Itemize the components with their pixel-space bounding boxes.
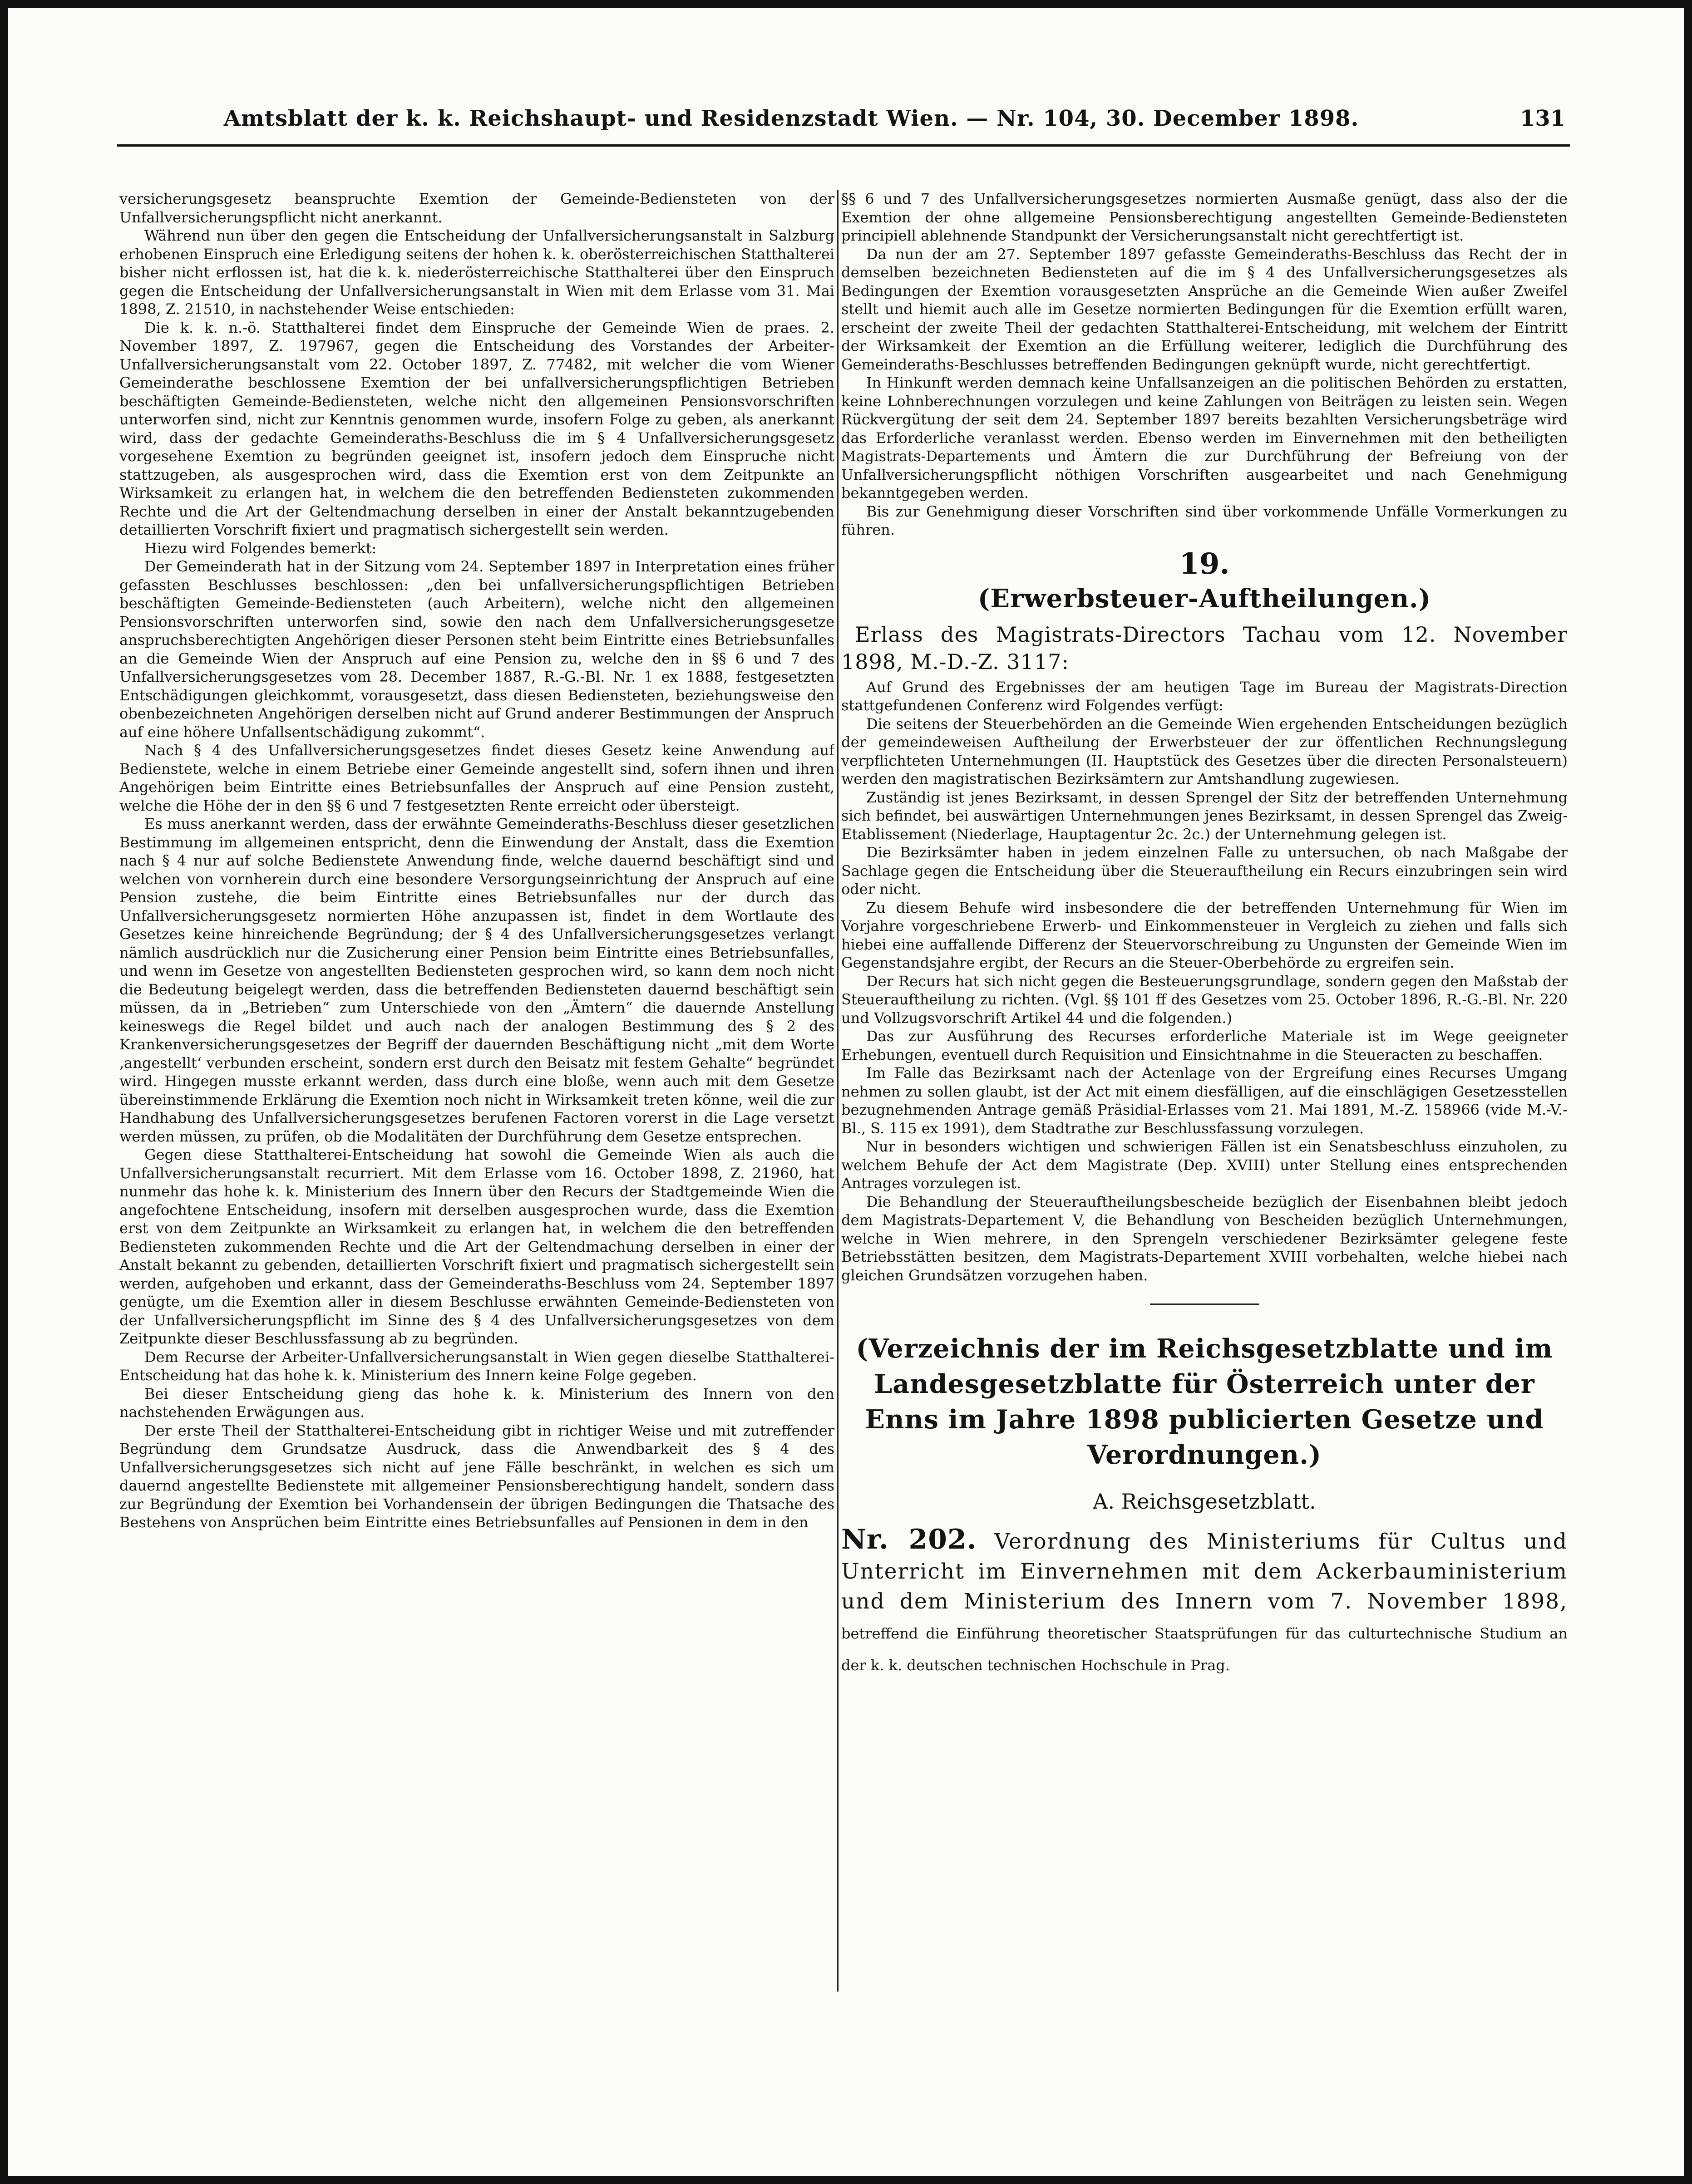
paragraph: Nach § 4 des Unfallversicherungsgesetzes findet dieses Gesetz keine Anwendung auf Bedienstete, welche in einem Betriebe einer Gemeinde angestellt sind, sofern ihnen und ihren Angehörigen beim Eintritte eines Betriebsunfalles der Anspruch auf eine Pension zusteht, welche die Höhe der in den §§ 6 und 7 festgesetzten Rente erreicht oder übersteigt. bbox=[119, 742, 834, 814]
paragraph: Während nun über den gegen die Entscheidung der Unfallversicherungsanstalt in Salzburg erhobenen Einspruch eine Erledigung seitens der hohen k. k. oberösterreichischen Statthalterei bisher nicht erflossen ist, hat die k. k. niederösterreichische Statthalterei über den Einspruch gegen die Entscheidung der Unfallversicherungsanstalt in Wien mit dem Erlasse vom 31. Mai 1898, Z. 21510, in nachstehender Weise entschieden: bbox=[119, 227, 834, 318]
subheading: A. Reichsgesetzblatt. bbox=[1093, 1489, 1316, 1514]
header-rule bbox=[117, 144, 1570, 147]
paragraph: Die seitens der Steuerbehörden an die Gemeinde Wien ergehenden Entscheidungen bezüglich der gemeindeweisen Auftheilung der Erwerbsteuer der zur öffentlichen Rechnungslegung verpflichteten Unternehmungen (II. Hauptstück des Gesetzes über die directen Personalsteuern) werden den magistratischen Bezirksämtern zur Amtshandlung zugewiesen. bbox=[841, 715, 1568, 787]
gazette-entry bbox=[841, 1525, 1568, 1680]
column-divider bbox=[837, 190, 839, 1992]
paragraph: Gegen diese Statthalterei-Entscheidung hat sowohl die Gemeinde Wien als auch die Unfallversicherungsanstalt recurriert. Mit dem Erlasse vom 16. October 1898, Z. 21960, hat nunmehr das hohe k. k. Ministerium des Innern über den Recurs der Stadtgemeinde Wien die angefochtene Entscheidung, insofern mit derselben ausgesprochen wurde, dass die Exemtion erst von dem Zeitpunkte an Wirksamkeit zu erlangen hat, in welchem die den betreffenden Bediensteten zukommenden Rechte und die Art der Geltendmachung derselben in einer der Anstalt bekannt zu gebenden, detaillierten Vorschrift fixiert und pragmatisch sichergestellt sein werden, aufgehoben und erkannt, dass der Gemeinderaths-Beschluss vom 24. September 1897 genügte, um die Exemtion aller in diesem Beschlusse erwähnten Gemeinde-Bediensteten von der Unfallversicherungspflicht im Sinne des § 4 des Unfallversicherungsgesetzes von dem Zeitpunkte dieser Beschlussfassung ab zu begründen. bbox=[119, 1146, 834, 1347]
paragraph: Hiezu wird Folgendes bemerkt: bbox=[144, 539, 377, 557]
page-header bbox=[122, 106, 1565, 147]
paragraph: Es muss anerkannt werden, dass der erwähnte Gemeinderaths-Beschluss dieser gesetzlichen Bestimmung im allgemeinen entspricht, denn die Einwendung der Anstalt, dass die Exemtion nach § 4 nur auf solche Bedienstete Anwendung finde, welche dauernd beschäftigt sind und welchen von vornherein durch eine besondere Versorgungseinrichtung der Anspruch auf eine Pension zustehe, die beim Eintritte eines Betriebsunfalles nur der durch das Unfallversicherungsgesetz normierten Höhe anzupassen ist, findet in dem Wortlaute des Gesetzes keine hinreichende Begründung; der § 4 des Unfallversicherungsgesetzes verlangt nämlich ausdrücklich nur die Zusicherung einer Pension beim Eintritte eines Betriebsunfalles, und wenn im Gesetze von angestellten Bediensteten gesprochen wird, so kann dem noch nicht die Bedeutung beigelegt werden, dass die betreffenden Bediensteten dauernd beschäftigt sein müssen, da in „Betrieben“ zum Unterschiede von den „Ämtern“ die dauernde Anstellung keineswegs die Regel bildet und auch nach der analogen Bestimmung des § 2 des Krankenversicherungsgesetzes der Begriff der dauernden Beschäftigung nicht „mit dem Worte ‚angestellt‘ verbunden erscheint, sondern erst durch den Beisatz mit festem Gehalte“ begründet wird. Hingegen musste erkannt werden, dass durch eine bloße, wenn auch mit dem Gesetze übereinstimmende Erklärung die Exemtion noch nicht in Wirksamkeit treten könne, weil die zur Handhabung des Unfallversicherungsgesetzes berufenen Factoren vorerst in die Lage versetzt werden müssen, zu prüfen, ob die Modalitäten der Durchführung dem Gesetze entsprechen. bbox=[119, 815, 834, 1145]
section-separator bbox=[1150, 1304, 1259, 1305]
paragraph: Nur in besonders wichtigen und schwierigen Fällen ist ein Senatsbeschluss einzuholen, zu welchem Behufe der Act dem Magistrate (Dep. XVIII) unter Stellung eines entsprechenden Antrages vorzulegen ist. bbox=[841, 1138, 1568, 1192]
paragraph: Die Behandlung der Steuerauftheilungsbescheide bezüglich der Eisenbahnen bleibt jedoch dem Magistrats-Departement V, die Behandlung von Bescheiden bezüglich Unternehmungen, welche in Wien mehrere, in den Sprengeln verschiedener Bezirksämter gelegene feste Betriebsstätten besitzen, dem Magistrats-Departement XVIII vorbehalten, welche hiebei nach gleichen Grundsätzen vorzugehen haben. bbox=[841, 1193, 1568, 1284]
paragraph: Da nun der am 27. September 1897 gefasste Gemeinderaths-Beschluss das Recht der in demselben bezeichneten Bediensteten auf die im § 4 des Unfallversicherungsgesetzes als Bedingungen der Exemtion vorausgesetzten Ansprüche an die Gemeinde Wien außer Zweifel stellt und hiemit auch alle im Gesetze normierten Bedingungen für die Exemtion erfüllt waren, erscheint der zweite Theil der gedachten Statthalterei-Entscheidung, mit welchem der Eintritt der Wirksamkeit der Exemtion an die Erfüllung weiterer, lediglich die Durchführung des Gemeinderaths-Beschlusses betreffenden Bedingungen geknüpft wurde, nicht gerechtfertigt. bbox=[841, 245, 1568, 373]
paragraph: §§ 6 und 7 des Unfallversicherungsgesetzes normierten Ausmaße genügt, dass also der die Exemtion der ohne allgemeine Pensionsberechtigung angestellten Gemeinde-Bediensteten principiell ablehnende Standpunkt der Versicherungsanstalt nicht gerechtfertigt ist. bbox=[841, 190, 1568, 244]
paragraph: Zuständig ist jenes Bezirksamt, in dessen Sprengel der Sitz der betreffenden Unternehmung sich befindet, bei auswärtigen Unternehmungen jenes Bezirksamt, in dessen Sprengel das Zweig-Etablissement (Niederlage, Hauptagentur 2c. 2c.) der Unternehmung gelegen ist. bbox=[841, 788, 1568, 843]
paragraph: Bei dieser Entscheidung gieng das hohe k. k. Ministerium des Innern von den nachstehenden Erwägungen aus. bbox=[119, 1385, 834, 1421]
paragraph: Im Falle das Bezirksamt nach der Actenlage von der Ergreifung eines Recurses Umgang nehmen zu sollen glaubt, ist der Act mit einem diesfälligen, auf die einschlägigen Gesetzesstellen bezugnehmenden Antrage gemäß Präsidial-Erlasses vom 21. Mai 1891, M.-Z. 158966 (vide M.-V.-Bl., S. 115 ex 1991), dem Stadtrathe zur Beschlussfassung vorzulegen. bbox=[841, 1064, 1568, 1137]
entry-number: Nr. 202. bbox=[841, 1524, 977, 1555]
paragraph: Die Bezirksämter haben in jedem einzelnen Falle zu untersuchen, ob nach Maßgabe der Sachlage gegen die Entscheidung über die Steuerauftheilung ein Recurs einzubringen sein wird oder nicht. bbox=[841, 844, 1568, 898]
paragraph: Der Gemeinderath hat in der Sitzung vom 24. September 1897 in Interpretation eines früher gefassten Beschlusses beschlossen: „den bei unfallversicherungspflichtigen Betrieben beschäftigten Gemeinde-Bediensteten (auch Arbeitern), welche nicht den allgemeinen Pensionsvorschriften unterworfen sind, sowie den nach dem Unfallversicherungsgesetze anspruchsberechtigten Angehörigen dieser Personen steht beim Eintritte eines Betriebsunfalles an die Gemeinde Wien der Anspruch auf eine Pension zu, welche den in §§ 6 und 7 des Unfallversicherungsgesetzes vom 28. December 1887, R.-G.-Bl. Nr. 1 ex 1888, festgesetzten Entschädigungen gleichkommt, vorausgesetzt, dass diesen Bediensteten, beziehungsweise den obenbezeichneten Angehörigen derselben nicht auf Grund anderer Bestimmungen der Anspruch auf eine höhere Unfallsentschädigung zukommt“. bbox=[119, 558, 834, 741]
entry-text: Verordnung des Ministeriums für Cultus und Unterricht im Einvernehmen mit dem Ackerbauministerium und dem Ministerium des Innern vom 7. November 1898, bbox=[841, 1529, 1568, 1614]
paragraph: Dem Recurse der Arbeiter-Unfallversicherungsanstalt in Wien gegen dieselbe Statthalterei-Entscheidung hat das hohe k. k. Ministerium des Innern keine Folge gegeben. bbox=[119, 1348, 834, 1384]
page-number: 131 bbox=[1519, 106, 1565, 131]
paragraph: Auf Grund des Ergebnisses der am heutigen Tage im Bureau der Magistrats-Direction stattgefundenen Conferenz wird Folgendes verfügt: bbox=[841, 678, 1568, 714]
right-column bbox=[841, 190, 1568, 2096]
decree-heading: Erlass des Magistrats-Directors Tachau vom 12. November 1898, M.-D.-Z. 3117: bbox=[841, 622, 1568, 674]
paragraph: Zu diesem Behufe wird insbesondere die der betreffenden Unternehmung für Wien im Vorjahre vorgeschriebene Erwerb- und Einkommensteuer in Vergleich zu ziehen und falls sich hiebei eine auffallende Differenz der Steuervorschreibung zu Ungunsten der Gemeinde Wien im Gegenstandsjahre ergibt, der Recurs an die Steuer-Oberbehörde zu ergreifen sein. bbox=[841, 899, 1568, 971]
paragraph: Die k. k. n.-ö. Statthalterei findet dem Einspruche der Gemeinde Wien de praes. 2. November 1897, Z. 197967, gegen die Entscheidung des Vorstandes der Arbeiter-Unfallversicherungsanstalt vom 22. October 1897, Z. 77482, mit welcher die vom Wiener Gemeinderathe beschlossene Exemtion der bei unfallversicherungspflichtigen Betrieben beschäftigten Gemeinde-Bediensteten, welche nicht den allgemeinen Pensionsvorschriften unterworfen sind, nicht zur Kenntnis genommen wurde, insofern Folge zu geben, als anerkannt wird, dass der gedachte Gemeinderaths-Beschluss die im § 4 Unfallversicherungsgesetz vorgesehene Exemtion zu begründen geeignet ist, insofern jedoch dem Einspruche nicht stattzugeben, als ausgesprochen wird, dass die Exemtion erst von dem Zeitpunkte an Wirksamkeit zu erlangen hat, in welchem die den betreffenden Bediensteten zukommenden Rechte und die Art der Geltendmachung derselben in einer der Anstalt bekanntzugebenden detaillierten Vorschrift fixiert und pragmatisch sichergestellt sein werden. bbox=[119, 319, 834, 538]
section-number: 19. bbox=[1179, 546, 1230, 581]
entry-rest: betreffend die Einführung theoretischer Staatsprüfungen für das culturtechnische Studium an der k. k. deutschen technischen Hochschule in Prag. bbox=[841, 1625, 1568, 1674]
paragraph: Der erste Theil der Statthalterei-Entscheidung gibt in richtiger Weise und mit zutreffender Begründung dem Grundsatze Ausdruck, dass die Anwendbarkeit des § 4 des Unfallversicherungsgesetzes sich nicht auf jene Fälle beschränkt, in welchen es sich um dauernd angestellte Bedienstete mit allgemeiner Pensionsberechtigung handelt, sondern dass zur Begründung der Exemtion bei Vorhandensein der übrigen Bedingungen die Thatsache des Bestehens von Ansprüchen beim Eintritte eines Betriebsunfalles auf Pensionen in dem in den bbox=[119, 1422, 834, 1531]
paragraph: versicherungsgesetz beanspruchte Exemtion der Gemeinde-Bediensteten von der Unfallversicherungspflicht nicht anerkannt. bbox=[119, 190, 834, 226]
section-title: (Erwerbsteuer-Auftheilungen.) bbox=[977, 583, 1431, 614]
left-column bbox=[119, 190, 834, 2096]
paragraph: Das zur Ausführung des Recurses erforderliche Materiale ist im Wege geeigneter Erhebungen, eventuell durch Requisition und Einsichtnahme in die Steueracten zu beschaffen. bbox=[841, 1028, 1568, 1063]
verzeichnis-title: (Verzeichnis der im Reichsgesetzblatte und im Landesgesetzblatte für Österreich unter der Enns im Jahre 1898 publicierten Gesetze und Verordnungen.) bbox=[856, 1333, 1553, 1470]
running-title: Amtsblatt der k. k. Reichshaupt- und Residenzstadt Wien. — Nr. 104, 30. December 1898. bbox=[223, 106, 1359, 131]
paragraph: Der Recurs hat sich nicht gegen die Besteuerungsgrundlage, sondern gegen den Maßstab der Steuerauftheilung zu richten. (Vgl. §§ 101 ff des Gesetzes vom 25. October 1896, R.-G.-Bl. Nr. 220 und Vollzugsvorschrift Artikel 44 und die folgenden.) bbox=[841, 972, 1568, 1027]
paragraph: In Hinkunft werden demnach keine Unfallsanzeigen an die politischen Behörden zu erstatten, keine Lohnberechnungen vorzulegen und keine Zahlungen von Beiträgen zu leisten sein. Wegen Rückvergütung der seit dem 24. September 1897 bereits bezahlten Versicherungsbeträge wird das Erforderliche veranlasst werden. Ebenso werden im Einvernehmen mit den betheiligten Magistrats-Departements und Ämtern die zur Durchführung der Befreiung von der Unfallversicherungspflicht nöthigen Vorschriften ausgearbeitet und nach Genehmigung bekanntgegeben werden. bbox=[841, 374, 1568, 502]
paragraph: Bis zur Genehmigung dieser Vorschriften sind über vorkommende Unfälle Vormerkungen zu führen. bbox=[841, 502, 1568, 538]
